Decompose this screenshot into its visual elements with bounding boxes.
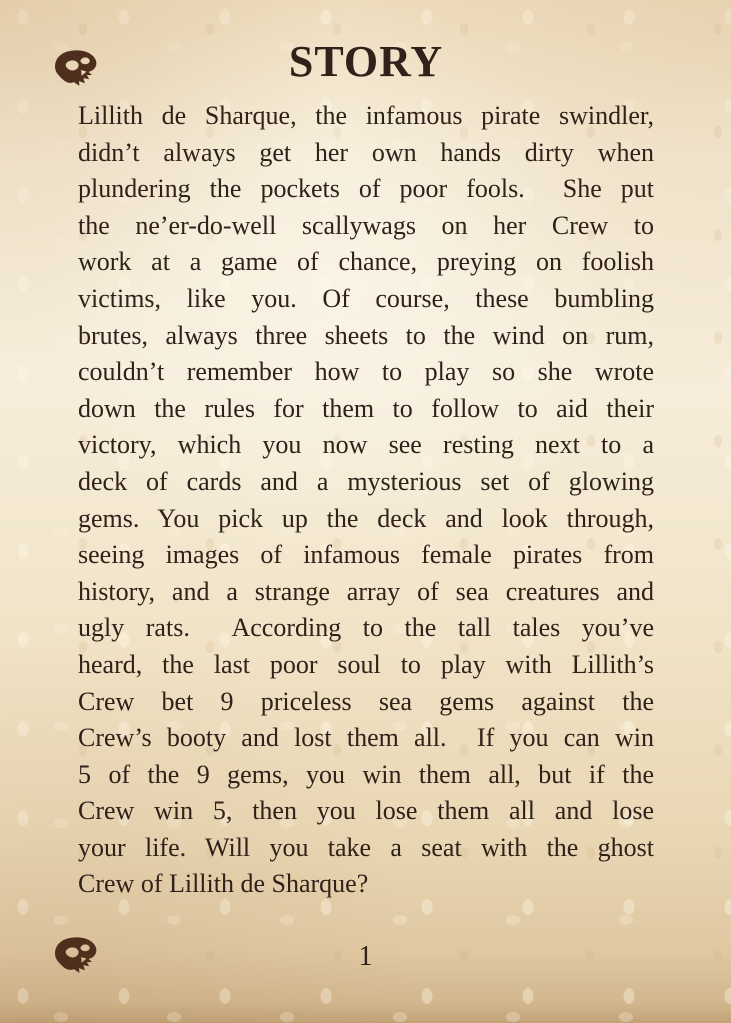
story-line: gems. You pick up the deck and look through, [78, 503, 654, 533]
story-line: Crew win 5, then you lose them all and lose [78, 796, 654, 826]
story-line: Crew of Lillith de Sharque? [78, 869, 369, 899]
story-line: Crew’s booty and lost them all. If you can win [78, 723, 654, 753]
story-line: victims, like you. Of course, these bumbling [78, 283, 654, 313]
story-line: couldn’t remember how to play so she wrote [78, 357, 654, 387]
story-line: plundering the pockets of poor fools. She put [78, 174, 654, 204]
story-line: your life. Will you take a seat with the ghost [78, 832, 654, 862]
story-line: the ne’er-do-well scallywags on her Crew to [78, 210, 654, 240]
story-text [78, 98, 654, 903]
story-line: heard, the last poor soul to play with Lillith’s [78, 649, 654, 679]
story-line: history, and a strange array of sea creatures and [78, 576, 654, 606]
page-number: 1 [358, 941, 373, 972]
story-line: Crew bet 9 priceless sea gems against the [78, 686, 654, 716]
story-line: seeing images of infamous female pirates from [78, 540, 654, 570]
story-line: 5 of the 9 gems, you win them all, but if the [78, 759, 654, 789]
story-line: ugly rats. According to the tall tales you’ve [78, 613, 654, 643]
story-line: work at a game of chance, preying on foolish [78, 247, 654, 277]
story-line: victory, which you now see resting next to a [78, 430, 654, 460]
story-line: brutes, always three sheets to the wind on rum, [78, 320, 654, 350]
page-title: STORY [288, 37, 444, 86]
story-line: deck of cards and a mysterious set of glowing [78, 466, 654, 496]
story-line: Lillith de Sharque, the infamous pirate swindler, [78, 101, 654, 130]
story-line: didn’t always get her own hands dirty when [78, 137, 654, 167]
story-line: down the rules for them to follow to aid their [78, 393, 654, 423]
